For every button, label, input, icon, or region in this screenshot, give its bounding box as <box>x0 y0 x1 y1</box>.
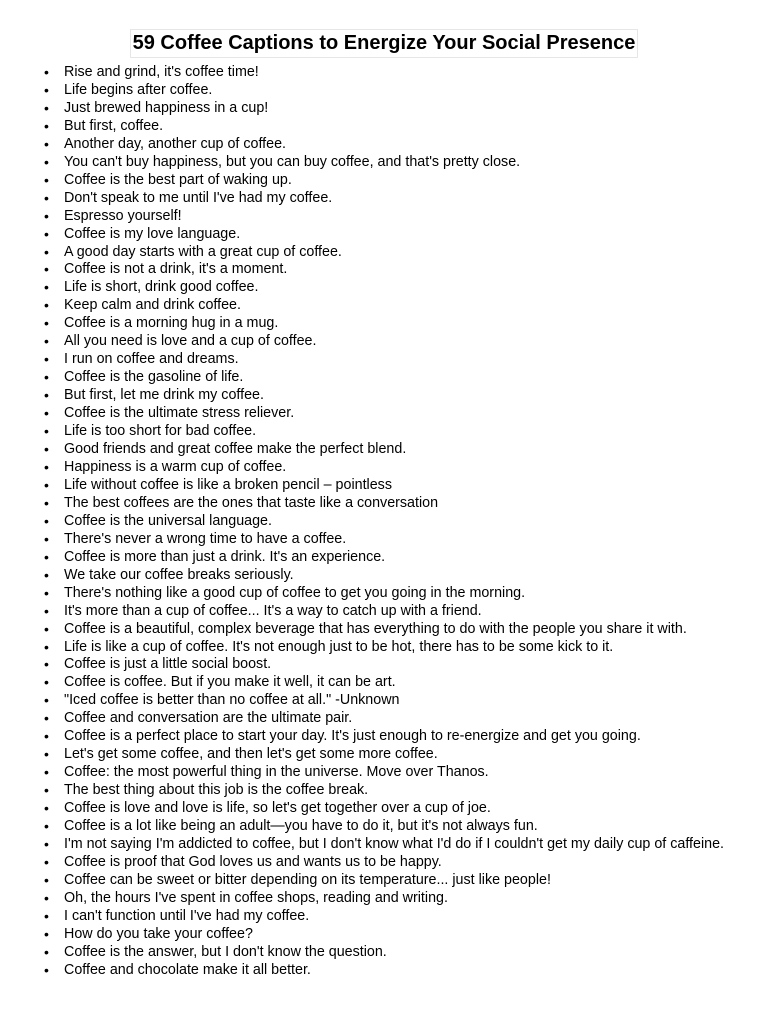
list-item: • Coffee is a beautiful, complex beverage that has everything to do with the people you share it with. <box>64 621 734 639</box>
title-container <box>0 29 768 58</box>
list-item: • Coffee is the answer, but I don't know the question. <box>64 944 734 962</box>
list-item: • Coffee is a perfect place to start your day. It's just enough to re-energize and get you going. <box>64 728 734 746</box>
list-item: • "Iced coffee is better than no coffee at all." -Unknown <box>64 692 734 710</box>
list-item: • Coffee is the gasoline of life. <box>64 369 734 387</box>
list-item: • Coffee is coffee. But if you make it well, it can be art. <box>64 674 734 692</box>
list-item: • It's more than a cup of coffee... It's a way to catch up with a friend. <box>64 603 734 621</box>
list-item: • There's nothing like a good cup of coffee to get you going in the morning. <box>64 585 734 603</box>
list-item: • Rise and grind, it's coffee time! <box>64 64 734 82</box>
list-item: • Coffee is more than just a drink. It's an experience. <box>64 549 734 567</box>
list-item: • Life begins after coffee. <box>64 82 734 100</box>
list-item: • But first, let me drink my coffee. <box>64 387 734 405</box>
list-item: • Another day, another cup of coffee. <box>64 136 734 154</box>
list-item: • Life is like a cup of coffee. It's not enough just to be hot, there has to be some kick to it. <box>64 639 734 657</box>
list-item: • Coffee is love and love is life, so let's get together over a cup of joe. <box>64 800 734 818</box>
list-item: • The best coffees are the ones that taste like a conversation <box>64 495 734 513</box>
list-item: • Coffee can be sweet or bitter depending on its temperature... just like people! <box>64 872 734 890</box>
list-item: • Just brewed happiness in a cup! <box>64 100 734 118</box>
list-item: • I run on coffee and dreams. <box>64 351 734 369</box>
list-item: • I can't function until I've had my coffee. <box>64 908 734 926</box>
list-item: • But first, coffee. <box>64 118 734 136</box>
list-item: • There's never a wrong time to have a coffee. <box>64 531 734 549</box>
list-item: • Coffee and chocolate make it all better. <box>64 962 734 980</box>
list-item: • Happiness is a warm cup of coffee. <box>64 459 734 477</box>
list-item: • How do you take your coffee? <box>64 926 734 944</box>
list-item: • Coffee is the ultimate stress reliever. <box>64 405 734 423</box>
list-item: • I'm not saying I'm addicted to coffee, but I don't know what I'd do if I couldn't get my daily cup of caffeine. <box>64 836 734 854</box>
list-item: • The best thing about this job is the coffee break. <box>64 782 734 800</box>
page-title: 59 Coffee Captions to Energize Your Social Presence <box>130 29 639 58</box>
list-item: • Coffee is my love language. <box>64 226 734 244</box>
list-item: • We take our coffee breaks seriously. <box>64 567 734 585</box>
list-item: • Oh, the hours I've spent in coffee shops, reading and writing. <box>64 890 734 908</box>
list-item: • Coffee: the most powerful thing in the universe. Move over Thanos. <box>64 764 734 782</box>
list-item: • Don't speak to me until I've had my coffee. <box>64 190 734 208</box>
list-item: • Coffee is a lot like being an adult—you have to do it, but it's not always fun. <box>64 818 734 836</box>
list-item: • Coffee is the best part of waking up. <box>64 172 734 190</box>
list-item: • Coffee is not a drink, it's a moment. <box>64 261 734 279</box>
list-item: • Coffee and conversation are the ultimate pair. <box>64 710 734 728</box>
list-item: • All you need is love and a cup of coffee. <box>64 333 734 351</box>
list-item: • Coffee is proof that God loves us and wants us to be happy. <box>64 854 734 872</box>
list-item: • Espresso yourself! <box>64 208 734 226</box>
list-item: • Coffee is the universal language. <box>64 513 734 531</box>
list-item: • You can't buy happiness, but you can buy coffee, and that's pretty close. <box>64 154 734 172</box>
list-item: • Life is too short for bad coffee. <box>64 423 734 441</box>
list-item: • Good friends and great coffee make the perfect blend. <box>64 441 734 459</box>
caption-list <box>64 64 734 980</box>
list-item: • Life is short, drink good coffee. <box>64 279 734 297</box>
list-item: • Coffee is just a little social boost. <box>64 656 734 674</box>
list-item: • Life without coffee is like a broken pencil – pointless <box>64 477 734 495</box>
list-item: • A good day starts with a great cup of coffee. <box>64 244 734 262</box>
list-item: • Keep calm and drink coffee. <box>64 297 734 315</box>
list-item: • Coffee is a morning hug in a mug. <box>64 315 734 333</box>
list-item: • Let's get some coffee, and then let's get some more coffee. <box>64 746 734 764</box>
